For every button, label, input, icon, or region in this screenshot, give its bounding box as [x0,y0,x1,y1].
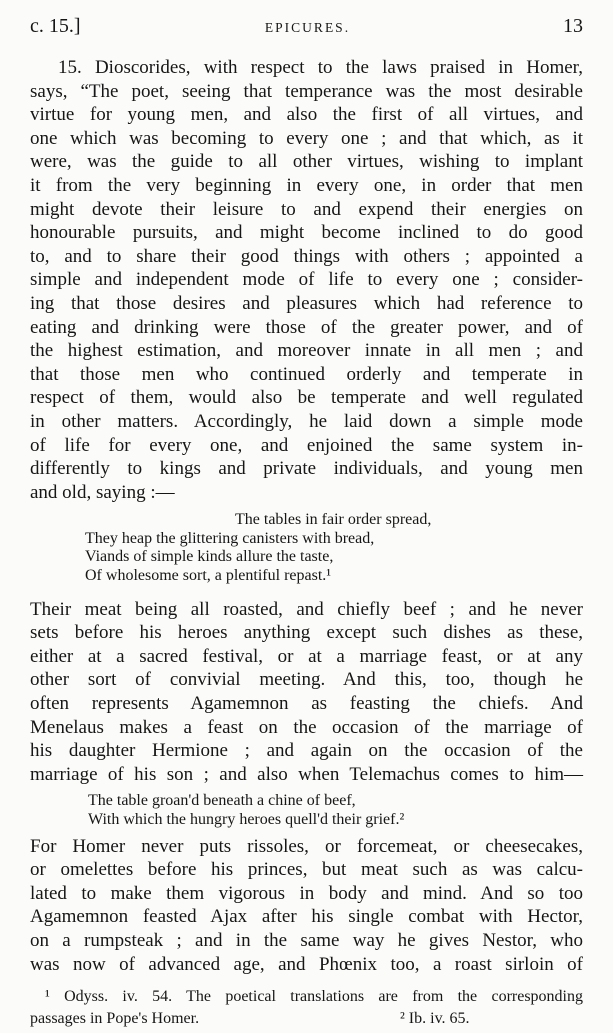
verse-line: With which the hungry heroes quell'd their grief.² [88,811,405,828]
text-line: eating and drinking were those of the greater power, and of [30,316,583,338]
text-line: of life for every one, and enjoined the same system in- [30,434,583,456]
verse-line: The table groan'd beneath a chine of beef, [88,792,356,810]
footnotes [30,986,583,1029]
footnote-2: ² Ib. iv. 65. [400,1009,470,1027]
verse-quote-2 [88,792,583,829]
paragraph-3 [30,835,583,977]
text-line: often represents Agamemnon as feasting the chiefs. And [30,693,583,715]
verse-line: Of wholesome sort, a plentiful repast.¹ [85,567,332,585]
text-line: other sort of convivial meeting. And this, too, though he [30,669,583,691]
text-line: to, and to share their good things with others ; appointed a [30,245,583,267]
text-line: might devote their leisure to and expend their energies on [30,198,583,220]
verse-line: Viands of simple kinds allure the taste, [85,548,334,566]
text-line: the highest estimation, and moreover innate in all men ; and [30,340,583,362]
text-line: Menelaus makes a feast on the occasion of the marriage of [30,716,583,738]
text-line: For Homer never puts rissoles, or forcemeat, or cheesecakes, [30,835,583,857]
text-line: that those men who continued orderly and temperate in [30,363,583,385]
verse-line: The tables in fair order spread, [235,511,432,529]
text-line: lated to make them vigorous in body and mind. And so too [30,882,583,904]
footnote-line [30,1008,583,1030]
text-line: in other matters. Accordingly, he laid down a simple mode [30,410,583,432]
text-line: sets before his heroes anything except such dishes as these, [30,622,583,644]
text-line: ing that those desires and pleasures which had reference to [30,292,583,314]
page-body [30,56,583,1029]
text-line: differently to kings and private individuals, and young men [30,458,583,480]
text-line: either at a sacred festival, or at a marriage feast, or at any [30,645,583,667]
running-title: EPICURES. [264,20,351,35]
text-line: one which was becoming to every one ; and that which, as it [30,127,583,149]
text-line: were, was the guide to all other virtues, wishing to implant [30,151,583,173]
text-line: Agamemnon feasted Ajax after his single combat with Hector, [30,906,583,928]
text-line: or omelettes before his princes, but meat such as was calcu- [30,859,583,881]
verse-line: They heap the glittering canisters with bread, [85,529,375,547]
text-line: his daughter Hermione ; and again on the occasion of the [30,740,583,762]
text-line: 15. Dioscorides, with respect to the laws praised in Homer, [58,57,583,78]
text-line: marriage of his son ; and also when Telemachus comes to him— [30,763,583,785]
chapter-marker: c. 15.] [30,15,81,37]
text-line: simple and independent mode of life to every one ; consider- [30,269,583,291]
text-line: was now of advanced age, and Phœnix too, a roast sirloin of [30,953,583,975]
text-line: says, “The poet, seeing that temperance was the most desirable [30,80,583,102]
text-line: on a rumpsteak ; and in the same way he gives Nestor, who [30,929,583,951]
paragraph-1 [30,56,583,504]
text-line: and old, saying :— [30,481,175,503]
footnote-1-continuation: passages in Pope's Homer. [30,1009,200,1027]
text-line: it from the very beginning in every one, in order that men [30,174,583,196]
text-line: honourable pursuits, and might become inclined to do good [30,222,583,244]
text-line: virtue for young men, and also the first of all virtues, and [30,104,583,126]
verse-quote-1 [85,511,583,585]
page-number: 13 [563,15,583,37]
footnote-line: ¹ Odyss. iv. 54. The poetical translations are from the corresponding [45,988,583,1006]
text-line: respect of them, would also be temperate and well regulated [30,387,583,409]
text-line: Their meat being all roasted, and chiefly beef ; and he never [30,598,583,620]
paragraph-2 [30,598,583,787]
page-header [30,15,585,41]
